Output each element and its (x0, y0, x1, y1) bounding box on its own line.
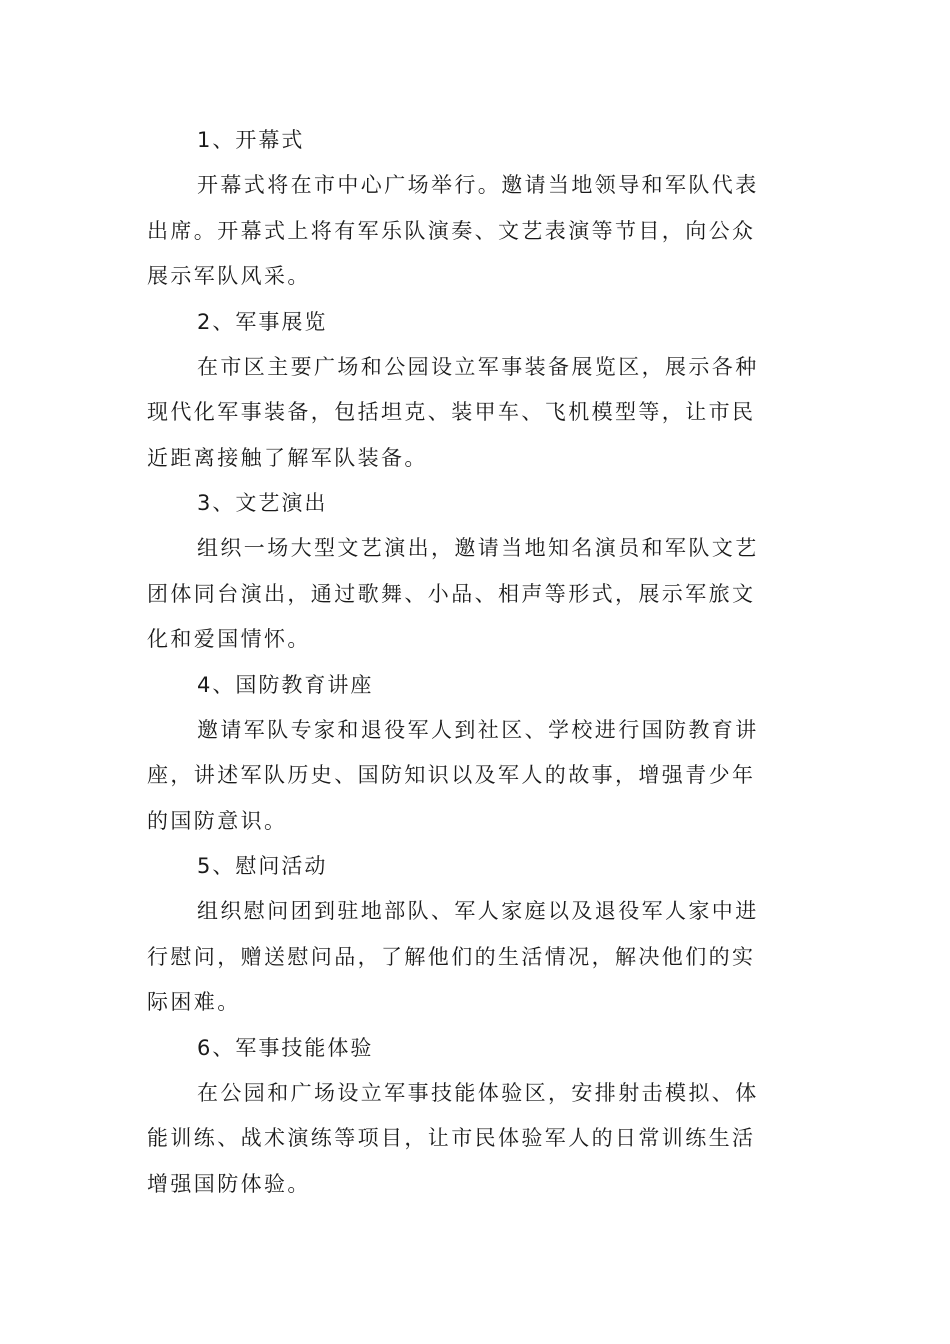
section-paragraph (147, 163, 817, 300)
paragraph-line: 组织慰问团到驻地部队、军人家庭以及退役军人家中进 (197, 899, 759, 923)
section-heading: 5、慰问活动 (197, 854, 328, 878)
paragraph-line: 近距离接触了解军队装备。 (147, 445, 428, 470)
paragraph-line: 组织一场大型文艺演出，邀请当地知名演员和军队文艺 (197, 536, 759, 560)
document-body (147, 118, 817, 1207)
section-paragraph (147, 345, 817, 482)
paragraph-line: 行慰问，赠送慰问品，了解他们的生活情况，解决他们的实 (147, 944, 756, 969)
section-military-skills (147, 1026, 817, 1208)
section-opening-ceremony (147, 118, 817, 300)
section-paragraph (147, 708, 817, 845)
paragraph-line: 团体同台演出，通过歌舞、小品、相声等形式，展示军旅文 (147, 581, 756, 606)
section-paragraph (147, 526, 817, 663)
paragraph-line: 的国防意识。 (147, 808, 288, 833)
paragraph-line: 在市区主要广场和公园设立军事装备展览区，展示各种 (197, 354, 759, 379)
section-paragraph (147, 1071, 817, 1208)
paragraph-line: 座，讲述军队历史、国防知识以及军人的故事，增强青少年 (147, 763, 756, 787)
paragraph-line: 际困难。 (147, 990, 241, 1014)
paragraph-line: 邀请军队专家和退役军人到社区、学校进行国防教育讲 (197, 717, 759, 742)
section-military-exhibition (147, 300, 817, 482)
paragraph-line: 能训练、战术演练等项目，让市民体验军人的日常训练生活 (147, 1126, 756, 1150)
paragraph-line: 增强国防体验。 (147, 1171, 311, 1196)
paragraph-line: 现代化军事装备，包括坦克、装甲车、飞机模型等，让市民 (147, 400, 756, 424)
section-condolence-activity (147, 844, 817, 1026)
paragraph-line: 在公园和广场设立军事技能体验区，安排射击模拟、体 (197, 1080, 759, 1105)
section-heading: 4、国防教育讲座 (197, 672, 374, 697)
paragraph-line: 展示军队风采。 (147, 264, 311, 288)
section-art-performance (147, 481, 817, 663)
paragraph-line: 开幕式将在市中心广场举行。邀请当地领导和军队代表 (197, 173, 759, 197)
section-heading: 6、军事技能体验 (197, 1035, 374, 1060)
section-heading: 3、文艺演出 (197, 491, 328, 515)
section-heading: 2、军事展览 (197, 309, 328, 334)
paragraph-line: 化和爱国情怀。 (147, 627, 311, 651)
section-paragraph (147, 889, 817, 1026)
section-defense-lecture (147, 663, 817, 845)
paragraph-line: 出席。开幕式上将有军乐队演奏、文艺表演等节目，向公众 (147, 218, 756, 243)
section-heading: 1、开幕式 (197, 128, 305, 152)
